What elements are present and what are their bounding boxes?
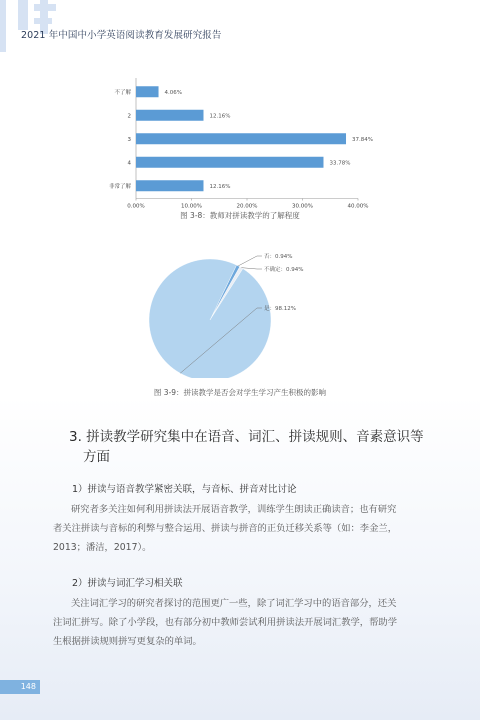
bar (136, 180, 203, 191)
bar (136, 157, 323, 168)
category-tick-label: 2 (127, 113, 131, 120)
x-tick-label: 10.00% (181, 203, 202, 210)
figure-caption-3-8: 图 3-8：教师对拼读教学的了解程度 (180, 211, 300, 220)
x-tick-label: 0.00% (127, 203, 145, 210)
paragraph-line: 者关注拼读与音标的利弊与整合运用、拼读与拼音的正负迁移关系等（如：李金兰， (53, 523, 397, 534)
section-heading (69, 427, 429, 467)
subheading-1: 1）拼读与语音教学紧密关联，与音标、拼音对比讨论 (72, 484, 297, 495)
data-label: 4.06% (164, 89, 183, 96)
x-tick-label: 40.00% (347, 203, 369, 210)
subheading-2: 2）拼读与词汇学习相关联 (72, 578, 183, 589)
paragraph-1 (53, 500, 425, 557)
data-label: 12.16% (209, 113, 231, 120)
paragraph-line: 注词汇拼写。除了小学段，也有部分初中教师尝试利用拼读法开展词汇教学，帮助学 (53, 617, 397, 628)
figure-caption-3-9: 图 3-9：拼读教学是否会对学生学习产生积极的影响 (153, 388, 327, 397)
leader-line (238, 256, 262, 266)
bar (136, 110, 203, 121)
data-label: 37.84% (352, 136, 373, 143)
pie-slice (149, 259, 271, 378)
category-tick-label: 不了解 (114, 89, 131, 96)
category-tick-label: 非常了解 (108, 183, 131, 190)
paragraph-line: 关注词汇学习的研究者探讨的范围更广一些，除了词汇学习中的语音部分，还关 (71, 598, 397, 609)
bar (136, 86, 159, 97)
paragraph-line: 研究者多关注如何利用拼读法开展语音教学，训练学生朗读正确读音；也有研究 (71, 504, 397, 515)
running-header: 2021 年中国中小学英语阅读教育发展研究报告 (21, 30, 222, 41)
paragraph-2 (53, 594, 425, 651)
leader-line (241, 268, 262, 269)
data-label: 12.16% (209, 183, 231, 190)
pie-chart (0, 238, 480, 378)
data-label: 33.78% (329, 160, 351, 167)
section-heading-line2: 方面 (83, 449, 110, 465)
slice-label: 是：98.12% (264, 306, 296, 312)
category-tick-label: 4 (127, 160, 131, 167)
slice-label: 不确定：0.94% (264, 267, 304, 273)
bar-chart (0, 70, 480, 210)
slice-label: 否：0.94% (264, 254, 293, 260)
x-tick-label: 20.00% (236, 203, 258, 210)
paragraph-line: 2013；潘洁，2017）。 (53, 542, 152, 553)
page-number: 148 (0, 680, 40, 694)
x-tick-label: 30.00% (292, 203, 313, 210)
bar (136, 133, 346, 144)
section-heading-line1: 3. 拼读教学研究集中在语音、词汇、拼读规则、音素意识等 (69, 429, 424, 445)
category-tick-label: 3 (127, 136, 131, 143)
paragraph-line: 生根据拼读规则拼写更复杂的单词。 (53, 636, 202, 647)
